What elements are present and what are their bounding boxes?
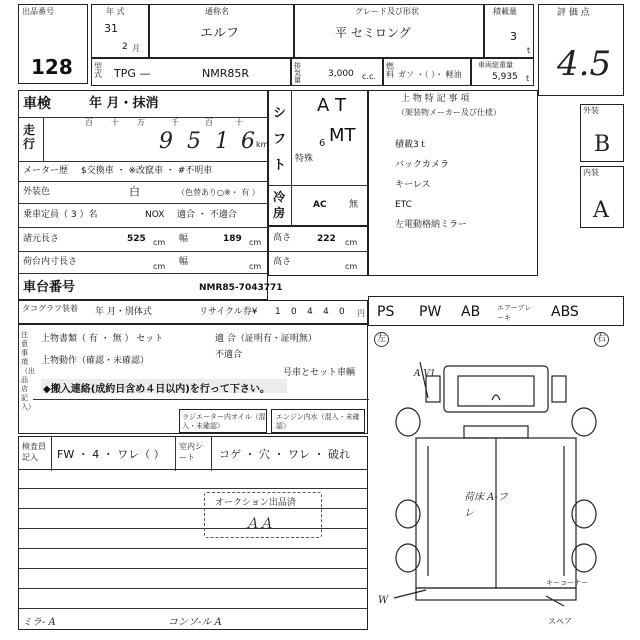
special-label: 特殊	[295, 154, 314, 164]
grade-label: グレード及び形状	[355, 7, 419, 16]
auction-stamp	[204, 492, 322, 538]
interior-label: 内装	[583, 168, 599, 177]
gvw: 5,935	[492, 72, 518, 82]
inspector-label: 検査員記入	[22, 442, 46, 462]
at-label: A T	[317, 95, 347, 116]
cargo-height-label: 高さ	[273, 257, 292, 267]
equipment-airbrake: エアーブレーキ	[497, 304, 532, 322]
height-label: 高さ	[273, 233, 292, 243]
capacity-label: 積載量	[493, 7, 517, 16]
right-side-mark: 右	[594, 332, 609, 347]
color-label: 外装色	[23, 187, 51, 197]
length-label: 諸元長さ	[23, 234, 60, 244]
note-1: 積載3ｔ	[395, 140, 428, 150]
year-era: 31	[104, 22, 118, 35]
annotation-b: 荷床 A-フレ	[464, 492, 508, 519]
mileage-digit-2: 5	[187, 129, 201, 154]
model-prefix: TPG —	[114, 67, 151, 80]
model-code: NMR85R	[202, 67, 250, 80]
recycle-label: リサイクル券¥	[199, 307, 258, 317]
equipment-ps: PS	[377, 304, 395, 320]
mileage-unit: km	[256, 140, 269, 149]
capacity: 3	[510, 30, 517, 43]
exterior-label: 外装	[583, 106, 599, 115]
displacement-label: 排気量	[294, 62, 301, 84]
displacement: 3,000	[328, 69, 354, 79]
shift-box	[268, 90, 368, 226]
color-change: （色替あり○※・ 有 ）	[177, 188, 260, 197]
height-box	[268, 226, 368, 276]
mt-label: MT	[329, 125, 356, 146]
grade: 平 セミロング	[335, 26, 411, 40]
interior-grade: A	[593, 198, 609, 223]
notes-subtitle: （架装物メーカー及び仕様）	[397, 108, 501, 117]
mileage-digit-4: 6	[241, 129, 255, 154]
annotation-a: A V1	[414, 369, 436, 379]
cargo-label: 荷台内寸長さ	[23, 257, 78, 267]
capacity-box	[484, 4, 534, 58]
note-4: ETC	[395, 200, 412, 210]
grade-box	[294, 4, 484, 58]
mileage-label: 走行	[23, 123, 36, 151]
mt-number: 6	[319, 138, 326, 149]
fw-line: FW ・ 4 ・ ワレ（ ）	[57, 448, 165, 461]
vehicle-diagram	[368, 326, 624, 630]
manual-line: 上物書類（ 有 ・ 無 ） セット	[41, 334, 164, 344]
radiator-label: ラジエーター内オイル（混入・未確認）	[182, 413, 266, 430]
radiator-box	[179, 409, 267, 433]
corner-label: キーコーナー	[546, 579, 588, 587]
cargo-length-unit: cm	[153, 262, 166, 271]
cargo-width-unit: cm	[249, 262, 262, 271]
fuel-box	[383, 58, 471, 86]
operation-line: 上物動作（確認・未確認）	[41, 356, 150, 366]
gvw-box	[471, 58, 534, 86]
equipment-abs: ABS	[551, 304, 579, 320]
lot-number-box	[18, 4, 88, 84]
auction-sheet	[18, 4, 630, 634]
ac-label: 冷房	[273, 190, 286, 220]
engine-water-label: エンジン内水（混入・未確認）	[276, 413, 360, 430]
notes-box	[368, 90, 538, 276]
score-box	[538, 4, 624, 96]
set-label: 号車とセット車輌	[283, 368, 356, 378]
gvw-unit: t	[526, 74, 530, 83]
height-unit: cm	[345, 238, 358, 247]
width-value: 189	[223, 234, 242, 244]
fuel-label: 燃料	[386, 62, 394, 79]
color-value: 白	[129, 185, 140, 198]
model-name-box	[149, 4, 294, 58]
stamp-top: オークション出品済	[215, 498, 296, 508]
bottom-left-note: ミラ- A	[22, 617, 56, 628]
stamp-bottom: ＡＡ	[245, 516, 273, 532]
note-3: キーレス	[395, 180, 431, 190]
shift-label: シフト	[273, 106, 287, 173]
compliance-line: 適 合（証明有・証明無）	[215, 334, 317, 344]
note-5: 左電動格納ミラー	[395, 220, 468, 230]
height-value: 222	[317, 234, 336, 244]
ac-none: 無	[349, 200, 359, 210]
tacho-text: 年 月・別体式	[95, 307, 152, 317]
spare-label: スペア	[548, 617, 572, 626]
recycle-digit-2: 0	[291, 307, 297, 317]
equipment-box	[368, 296, 624, 326]
meter-options: $交換車 ・ ※改竄車 ・ #不明車	[81, 166, 213, 176]
remarks-side-label: 注意事項（出品店記入）	[21, 331, 35, 411]
model-code-label: 型式	[94, 62, 102, 79]
displacement-box	[291, 58, 383, 86]
notes-title: 上 物 特 記 事 項	[401, 94, 470, 104]
mileage-units: 百 十 万 千 百 十	[85, 118, 243, 127]
displacement-unit: c.c.	[362, 72, 376, 81]
meter-label: メーター歴	[23, 166, 69, 176]
recycle-digit-5: 0	[339, 307, 345, 317]
mileage-digit-1: 9	[159, 129, 173, 154]
inspector-box	[18, 436, 368, 470]
ac-value: AC	[313, 200, 327, 210]
model-name-label: 通称名	[205, 7, 229, 16]
delivery-notice: ◆搬入連絡(成約日含め４日以内)を行って下さい。	[41, 379, 287, 393]
length-value: 525	[127, 234, 146, 244]
left-side-mark: 左	[374, 332, 389, 347]
inspection-label: 車検	[23, 96, 51, 112]
year-box	[91, 4, 149, 58]
remarks-box	[18, 324, 368, 434]
score-label: 評 価 点	[557, 8, 590, 18]
year-month-unit: 月	[132, 44, 140, 53]
seat-line: コゲ ・ 穴 ・ ワレ ・ 破れ	[219, 448, 350, 461]
annotation-c: W	[378, 595, 389, 606]
capacity-unit: t	[527, 46, 531, 55]
model-name: エルフ	[200, 26, 240, 41]
recycle-digit-1: 1	[275, 307, 281, 317]
cargo-width-label: 幅	[179, 257, 189, 267]
chassis-label: 車台番号	[23, 280, 76, 295]
recycle-digit-3: 4	[307, 307, 313, 317]
lot-number: 128	[31, 55, 73, 79]
nox-options: 適合 ・ 不適合	[177, 210, 237, 220]
width-label: 幅	[179, 234, 189, 244]
width-unit: cm	[249, 238, 262, 247]
year-month: 2	[122, 42, 128, 52]
recycle-digit-4: 4	[323, 307, 329, 317]
chassis-no: NMR85-7043771	[199, 283, 283, 293]
noncompliant: 不適合	[215, 350, 243, 360]
fuel: ガソ ・（ ）・ 軽油	[398, 70, 462, 79]
engine-water-box	[271, 409, 365, 433]
mileage-digit-3: 1	[215, 129, 229, 154]
gvw-label: 車両総重量	[478, 61, 513, 69]
equipment-pw: PW	[419, 304, 442, 320]
tacho-label: タコグラフ装着	[22, 304, 78, 313]
seating-label: 乗車定員（ 3 ）名	[23, 210, 98, 220]
seat-label: 室内シート	[179, 442, 203, 462]
bottom-mid-note: コンソ-ル A	[168, 617, 222, 628]
equipment-ab: AB	[461, 304, 481, 320]
exterior-grade: B	[594, 132, 611, 157]
recycle-unit: 円	[357, 309, 365, 318]
year-label: 年 式	[106, 7, 125, 16]
lot-number-label: 出品番号	[22, 7, 54, 16]
inspection-text: 年 月・抹消	[89, 96, 159, 111]
model-code-box	[91, 58, 291, 86]
tacho-box	[18, 300, 368, 324]
length-unit: cm	[153, 238, 166, 247]
note-2: バックカメラ	[395, 160, 450, 170]
cargo-height-unit: cm	[345, 262, 358, 271]
nox-label: NOX	[145, 210, 165, 220]
score: 4.5	[557, 44, 612, 84]
